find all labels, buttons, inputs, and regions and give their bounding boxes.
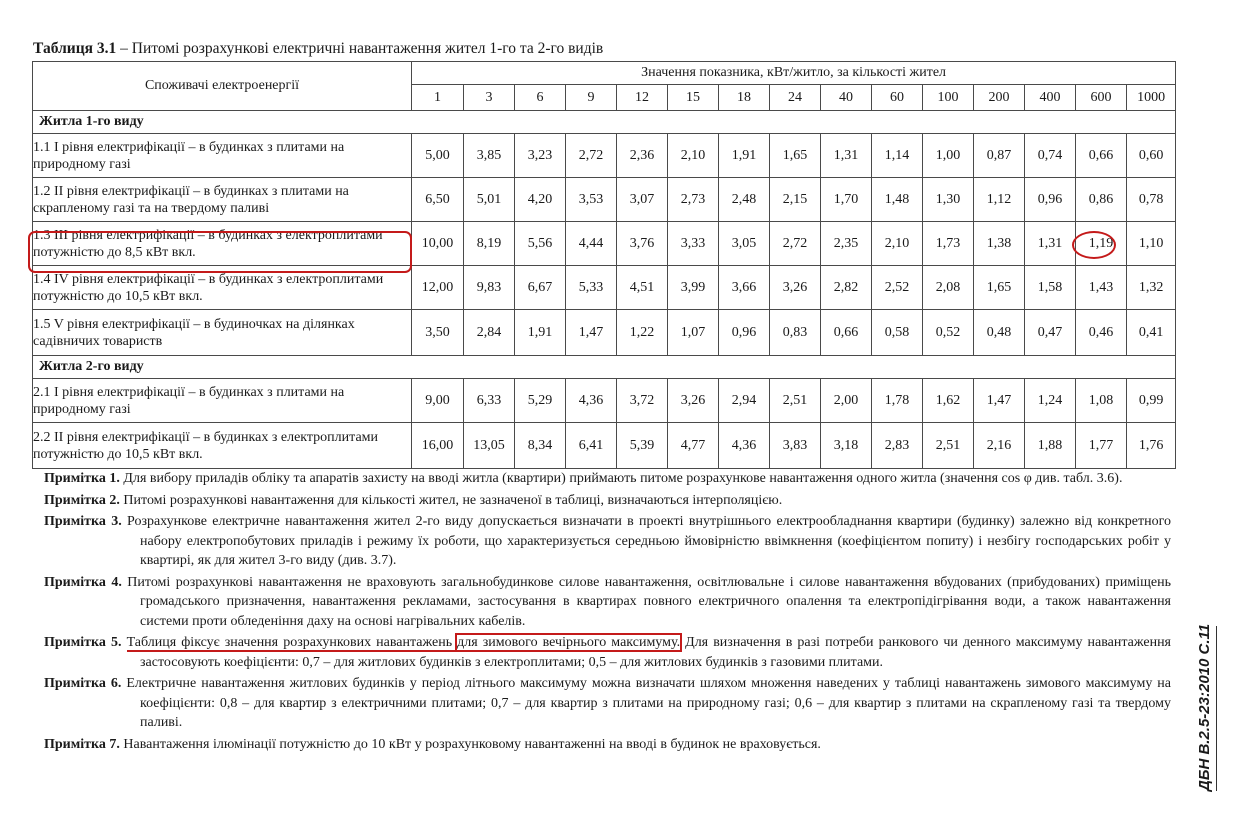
note-4: [44, 573, 1171, 632]
value-cell: 1,78: [872, 379, 923, 423]
value-cell: 3,26: [770, 266, 821, 310]
note-5: [44, 633, 1171, 672]
value-cell: 2,48: [719, 178, 770, 222]
value-cell: 3,85: [464, 134, 515, 178]
value-cell: 4,77: [668, 423, 719, 469]
value-cell: 1,30: [923, 178, 974, 222]
value-cell: 0,41: [1127, 310, 1176, 356]
value-cell: 0,96: [719, 310, 770, 356]
value-cell: 1,76: [1127, 423, 1176, 469]
value-cell: 10,00: [412, 222, 464, 266]
value-cell: 12,00: [412, 266, 464, 310]
value-cell: 3,18: [821, 423, 872, 469]
count-header-cell: 3: [464, 85, 515, 111]
consumer-header: Споживачі електроенергії: [33, 62, 412, 111]
row-label: 2.1 І рівня електрифікації – в будинках з плитами на природному газі: [33, 379, 412, 423]
value-cell: 3,76: [617, 222, 668, 266]
value-cell: 2,82: [821, 266, 872, 310]
value-cell: 5,00: [412, 134, 464, 178]
value-cell: 1,91: [515, 310, 566, 356]
value-cell: 2,15: [770, 178, 821, 222]
count-header-cell: 60: [872, 85, 923, 111]
value-cell: 2,83: [872, 423, 923, 469]
note-text: Для визначення в разі потреби ранкового чи денного максимуму навантаження застосовують коефіцієнти: 0,7 – для житлових будинків з електроплитами; 0,5 – для житлових будинків з газовими плитами.: [140, 635, 1171, 670]
value-cell: 2,84: [464, 310, 515, 356]
value-cell: 9,83: [464, 266, 515, 310]
value-cell: 1,47: [974, 379, 1025, 423]
value-cell: 8,19: [464, 222, 515, 266]
value-cell: 4,20: [515, 178, 566, 222]
count-header-cell: 1000: [1127, 85, 1176, 111]
value-cell: 1,77: [1076, 423, 1127, 469]
value-cell: 6,50: [412, 178, 464, 222]
group-row: [33, 356, 1176, 379]
note-label: Примітка 4.: [44, 574, 122, 590]
count-header-cell: 400: [1025, 85, 1076, 111]
value-cell: 3,99: [668, 266, 719, 310]
value-cell: 1,24: [1025, 379, 1076, 423]
value-cell: 2,00: [821, 379, 872, 423]
value-cell: 0,78: [1127, 178, 1176, 222]
table-caption: [33, 40, 1173, 58]
note-label: Примітка 3.: [44, 514, 122, 529]
value-cell: 2,08: [923, 266, 974, 310]
value-cell: 0,66: [1076, 134, 1127, 178]
value-cell: 4,44: [566, 222, 617, 266]
table-row: [33, 134, 1176, 178]
row-label: 1.2 ІІ рівня електрифікації – в будинках з плитами на скрапленому газі та на твердому паливі: [33, 178, 412, 222]
value-cell: 0,58: [872, 310, 923, 356]
value-cell: 6,33: [464, 379, 515, 423]
value-cell: 2,51: [923, 423, 974, 469]
note-text: Електричне навантаження житлових будинків у період літнього максимуму можна визначати шляхом множення наведених у таблиці навантажень зимового максимуму на коефіцієнти: 0,8 – для квартир з електричними плитами; 0,7 – для квартир з плитами на природному газі; 0,6 – для квартир з плитами на скрапленому газі та твердому паливі.: [126, 676, 1171, 730]
value-cell: 13,05: [464, 423, 515, 469]
value-cell: 3,23: [515, 134, 566, 178]
value-cell: 5,33: [566, 266, 617, 310]
count-header-cell: 1: [412, 85, 464, 111]
value-cell: 4,36: [719, 423, 770, 469]
count-header-cell: 6: [515, 85, 566, 111]
value-cell: 0,99: [1127, 379, 1176, 423]
note-label: Примітка 1.: [44, 471, 120, 486]
value-cell: 3,05: [719, 222, 770, 266]
value-cell: 2,16: [974, 423, 1025, 469]
value-cell: 3,26: [668, 379, 719, 423]
note-text: Питомі розрахункові навантаження не враховують загальнобудинкове силове навантаження, освітлювальне і силове навантаження вбудованих (прибудованих) приміщень громадського призначення, навантаження рекламами, застосування в квартирах повного електричного опалення та електропідігрівання води, а також навантаження системи проти обледеніння даху на основі нагрівальних кабелів.: [127, 574, 1171, 629]
value-cell: 1,38: [974, 222, 1025, 266]
notes-section: [44, 469, 1171, 756]
value-cell: 1,65: [974, 266, 1025, 310]
value-cell: 0,46: [1076, 310, 1127, 356]
count-header-cell: 200: [974, 85, 1025, 111]
note-label: Примітка 5.: [44, 635, 122, 650]
value-cell: 4,51: [617, 266, 668, 310]
value-cell: 0,48: [974, 310, 1025, 356]
value-header: Значення показника, кВт/житло, за кількості жител: [412, 62, 1176, 85]
row-label: 1.1 І рівня електрифікації – в будинках з плитами на природному газі: [33, 134, 412, 178]
note-text: Для вибору приладів обліку та апаратів захисту на вводі житла (квартири) приймають питоме розрахункове навантаження одного житла (значення cos φ див. табл. 3.6).: [123, 471, 1123, 486]
note-3: [44, 512, 1171, 571]
value-cell: 0,47: [1025, 310, 1076, 356]
count-header-cell: 24: [770, 85, 821, 111]
value-cell: 0,74: [1025, 134, 1076, 178]
value-cell: 3,83: [770, 423, 821, 469]
value-cell: 1,10: [1127, 222, 1176, 266]
value-cell: 0,87: [974, 134, 1025, 178]
value-cell: 1,48: [872, 178, 923, 222]
table-row: [33, 178, 1176, 222]
value-cell: 1,88: [1025, 423, 1076, 469]
value-cell: 1,70: [821, 178, 872, 222]
count-header-cell: 100: [923, 85, 974, 111]
note-text-underlined: Таблиця фіксує значення розрахункових навантажень: [126, 635, 458, 650]
value-cell: 0,83: [770, 310, 821, 356]
value-cell: 4,36: [566, 379, 617, 423]
value-cell: 9,00: [412, 379, 464, 423]
value-cell: 1,73: [923, 222, 974, 266]
count-header-cell: 40: [821, 85, 872, 111]
count-header-cell: 18: [719, 85, 770, 111]
note-text: Питомі розрахункові навантаження для кількості жител, не зазначеної в таблиці, визначаються інтерполяцією.: [123, 492, 783, 508]
value-cell: 0,86: [1076, 178, 1127, 222]
value-cell: 1,31: [1025, 222, 1076, 266]
value-cell: 2,36: [617, 134, 668, 178]
value-cell: 1,31: [821, 134, 872, 178]
table-row: [33, 310, 1176, 356]
value-cell: 2,35: [821, 222, 872, 266]
value-cell: 2,51: [770, 379, 821, 423]
value-cell: 1,07: [668, 310, 719, 356]
value-cell: 1,65: [770, 134, 821, 178]
value-cell: 3,07: [617, 178, 668, 222]
value-cell: 1,00: [923, 134, 974, 178]
value-cell: 1,14: [872, 134, 923, 178]
value-cell: 2,73: [668, 178, 719, 222]
value-cell: 2,94: [719, 379, 770, 423]
value-cell: 2,52: [872, 266, 923, 310]
value-cell: 1,91: [719, 134, 770, 178]
row-label: 2.2 ІІ рівня електрифікації – в будинках з електроплитами потужністю до 10,5 кВт вкл.: [33, 423, 412, 469]
value-cell: 3,72: [617, 379, 668, 423]
note-2: [44, 491, 1171, 511]
table-row: [33, 423, 1176, 469]
value-cell: 2,10: [872, 222, 923, 266]
value-cell: 0,52: [923, 310, 974, 356]
value-cell: 6,67: [515, 266, 566, 310]
value-cell: 5,56: [515, 222, 566, 266]
value-cell: 2,72: [566, 134, 617, 178]
note-label: Примітка 2.: [44, 492, 120, 508]
row-label: 1.5 V рівня електрифікації – в будиночках на ділянках садівничих товариств: [33, 310, 412, 356]
value-cell: 3,66: [719, 266, 770, 310]
value-cell: 8,34: [515, 423, 566, 469]
row-label: 1.4 IV рівня електрифікації – в будинках з електроплитами потужністю до 10,5 кВт вкл.: [33, 266, 412, 310]
note-text-boxed: для зимового вечірнього максимуму.: [457, 635, 681, 650]
highlight-cell-circle: [1072, 231, 1116, 259]
value-cell: 1,22: [617, 310, 668, 356]
count-header-cell: 15: [668, 85, 719, 111]
count-header-cell: 600: [1076, 85, 1127, 111]
row-label: 1.3 ІІІ рівня електрифікації – в будинках з електроплитами потужністю до 8,5 кВт вкл.: [33, 222, 412, 266]
value-cell: 6,41: [566, 423, 617, 469]
value-cell: 1,47: [566, 310, 617, 356]
value-cell: 1,32: [1127, 266, 1176, 310]
value-cell: 3,53: [566, 178, 617, 222]
value-cell: 1,19: [1076, 222, 1127, 266]
highlight-row-box: [28, 231, 412, 273]
note-1: [44, 469, 1171, 489]
standard-page-label: ДБН В.2.5-23:2010 С.11: [1196, 626, 1217, 791]
note-label: Примітка 6.: [44, 676, 122, 691]
table-body: [33, 111, 1176, 469]
note-text: Навантаження ілюмінації потужністю до 10 кВт у розрахунковому навантаженні на вводі в будинок не враховується.: [123, 736, 821, 752]
count-header-cell: 9: [566, 85, 617, 111]
table-row: [33, 379, 1176, 423]
value-cell: 5,39: [617, 423, 668, 469]
value-cell: 1,12: [974, 178, 1025, 222]
value-cell: 3,33: [668, 222, 719, 266]
value-cell: 1,08: [1076, 379, 1127, 423]
value-cell: 2,10: [668, 134, 719, 178]
group-row: [33, 111, 1176, 134]
value-cell: 3,50: [412, 310, 464, 356]
group-title: Житла 1-го виду: [33, 111, 1176, 134]
value-cell: 1,62: [923, 379, 974, 423]
value-cell: 1,43: [1076, 266, 1127, 310]
value-cell: 0,66: [821, 310, 872, 356]
value-cell: 5,29: [515, 379, 566, 423]
note-text: Розрахункове електричне навантаження жител 2-го виду допускається визначати в проекті внутрішнього електрообладнання квартири (будинку) залежно від конкретного набору електропобутових приладів і режиму їх роботи, що характеризується середньою ймовірністю ввімкнення (коефіцієнтом попиту) і незбігу господарських робіт у квартирі, як для жител 3-го виду (див. 3.7).: [127, 514, 1172, 568]
caption-text: – Питомі розрахункові електричні навантаження жител 1-го та 2-го видів: [116, 40, 604, 57]
caption-prefix: Таблиця 3.1: [33, 40, 117, 57]
count-header-cell: 12: [617, 85, 668, 111]
value-cell: 1,58: [1025, 266, 1076, 310]
value-cell: 16,00: [412, 423, 464, 469]
note-label: Примітка 7.: [44, 736, 120, 752]
value-cell: 2,72: [770, 222, 821, 266]
value-cell: 0,60: [1127, 134, 1176, 178]
note-7: [44, 735, 1171, 755]
value-cell: 5,01: [464, 178, 515, 222]
note-6: [44, 674, 1171, 733]
group-title: Житла 2-го виду: [33, 356, 1176, 379]
value-cell: 0,96: [1025, 178, 1076, 222]
